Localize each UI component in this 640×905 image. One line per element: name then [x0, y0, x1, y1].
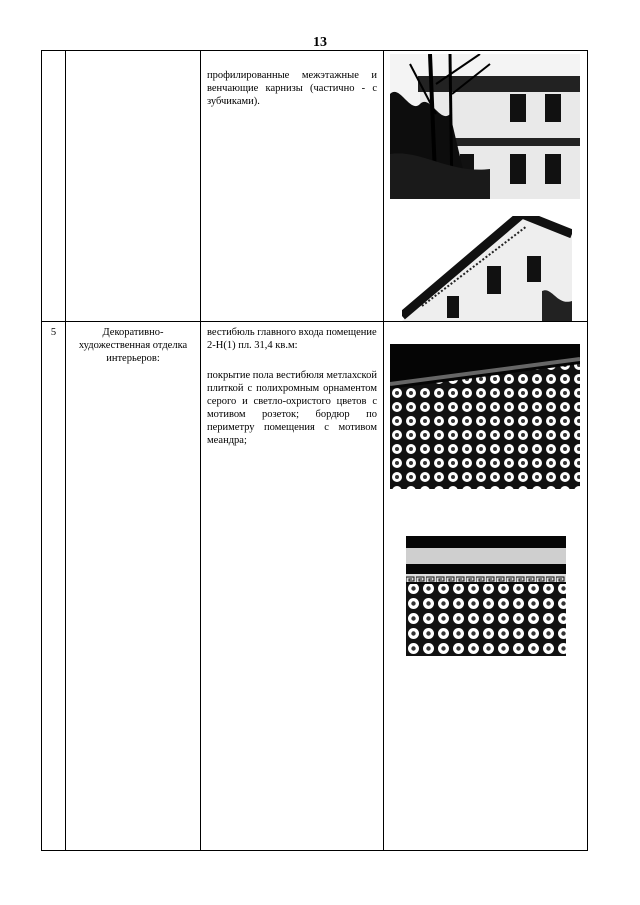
column-divider [65, 51, 66, 850]
protected-elements-table [41, 50, 588, 851]
column-divider [383, 51, 384, 850]
floor-border-photo [406, 536, 566, 656]
row-number: 5 [50, 327, 57, 338]
continued-description: профилированные межэтажные и венчающие карнизы (частично - с зубчиками). [207, 70, 377, 107]
row-description: покрытие пола вестибюля метлахской плиткой с полихромным орнаментом серого и светло-охристого цветов с мотивом розеток; бордюр по периметру помещения с мотивом меандра; [207, 370, 377, 446]
building-cornice-photo [402, 216, 572, 321]
page-number: 13 [313, 35, 327, 50]
row-divider [42, 321, 587, 322]
floor-tile-photo [390, 344, 580, 489]
row-category: Декоративно-художественная отделка интерьеров: [78, 327, 188, 364]
building-facade-photo [390, 54, 580, 199]
row-location: вестибюль главного входа помещение 2-Н(1) пл. 31,4 кв.м: [207, 327, 377, 351]
column-divider [200, 51, 201, 850]
